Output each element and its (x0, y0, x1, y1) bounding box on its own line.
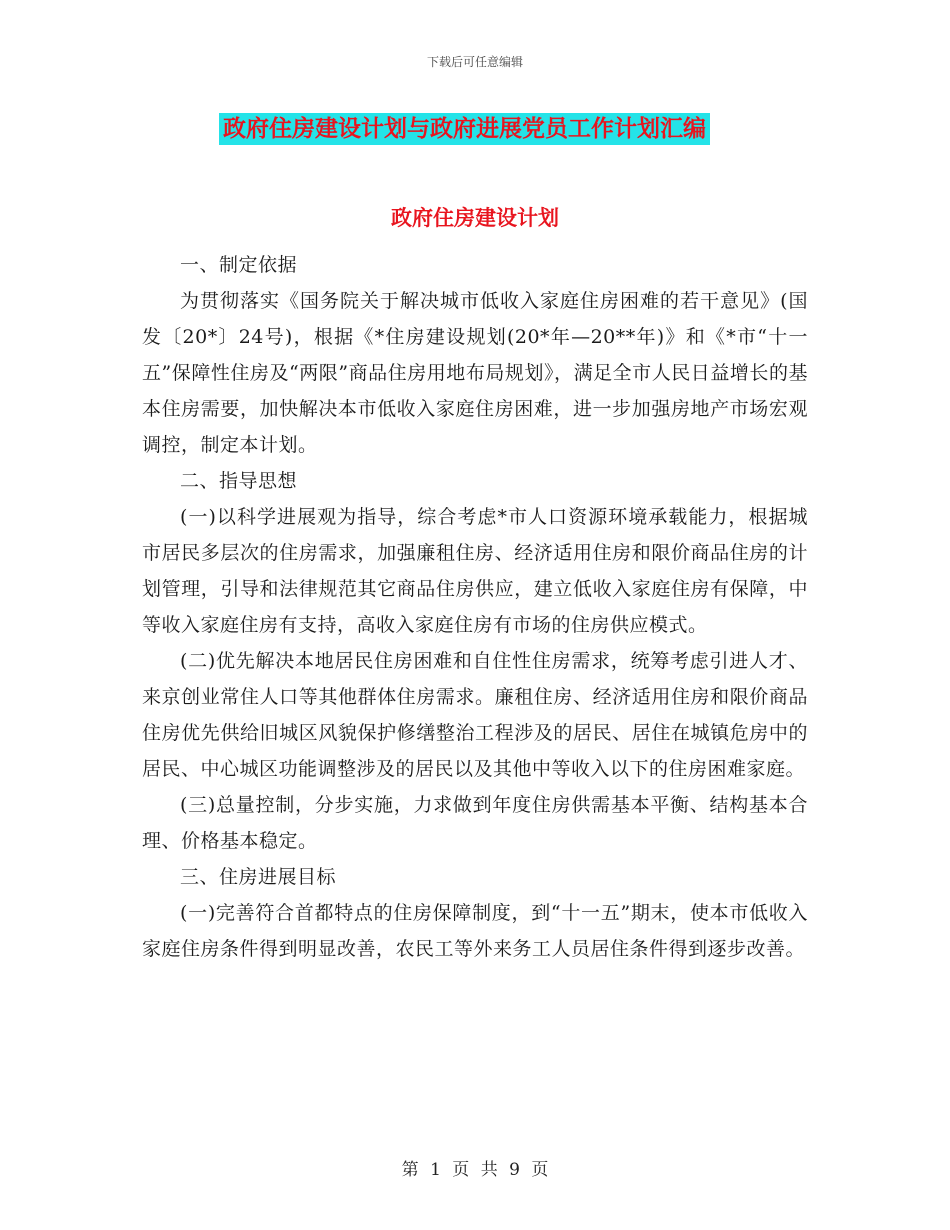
paragraph-guiding-3: (三)总量控制，分步实施，力求做到年度住房供需基本平衡、结构基本合理、价格基本稳定。 (142, 794, 808, 852)
document-body (142, 247, 808, 967)
heading-basis: 一、制定依据 (180, 254, 298, 276)
heading-guiding-ideology: 二、指导思想 (180, 470, 298, 492)
paragraph-guiding-1: (一)以科学进展观为指导，综合考虑*市人口资源环境承载能力，根据城市居民多层次的住房需求，加强廉租住房、经济适用住房和限价商品住房的计划管理，引导和法律规范其它商品住房供应，建立低收入家庭住房有保障，中等收入家庭住房有支持，高收入家庭住房有市场的住房供应模式。 (142, 506, 808, 636)
document-title: 政府住房建设计划与政府进展党员工作计划汇编 (219, 113, 710, 145)
section-title: 政府住房建设计划 (391, 206, 559, 230)
paragraph-guiding-2: (二)优先解决本地居民住房困难和自住性住房需求，统筹考虑引进人才、来京创业常住人口等其他群体住房需求。廉租住房、经济适用住房和限价商品住房优先供给旧城区风貌保护修缮整治工程涉及的居民、居住在城镇危房中的居民、中心城区功能调整涉及的居民以及其他中等收入以下的住房困难家庭。 (142, 650, 808, 780)
page-header-note: 下载后可任意编辑 (426, 55, 523, 69)
paragraph-goals-1: (一)完善符合首都特点的住房保障制度，到“十一五”期末，使本市低收入家庭住房条件得到明显改善，农民工等外来务工人员居住条件得到逐步改善。 (142, 902, 808, 960)
paragraph-basis: 为贯彻落实《国务院关于解决城市低收入家庭住房困难的若干意见》(国发〔20*〕24号)，根据《*住房建设规划(20*年—20**年)》和《*市“十一五”保障性住房及“两限”商品住房用地布局规划》，满足全市人民日益增长的基本住房需要，加快解决本市低收入家庭住房困难，进一步加强房地产市场宏观调控，制定本计划。 (142, 290, 808, 456)
heading-development-goals: 三、住房进展目标 (180, 866, 337, 888)
page-number-footer: 第 1 页 共 9 页 (401, 1160, 549, 1180)
